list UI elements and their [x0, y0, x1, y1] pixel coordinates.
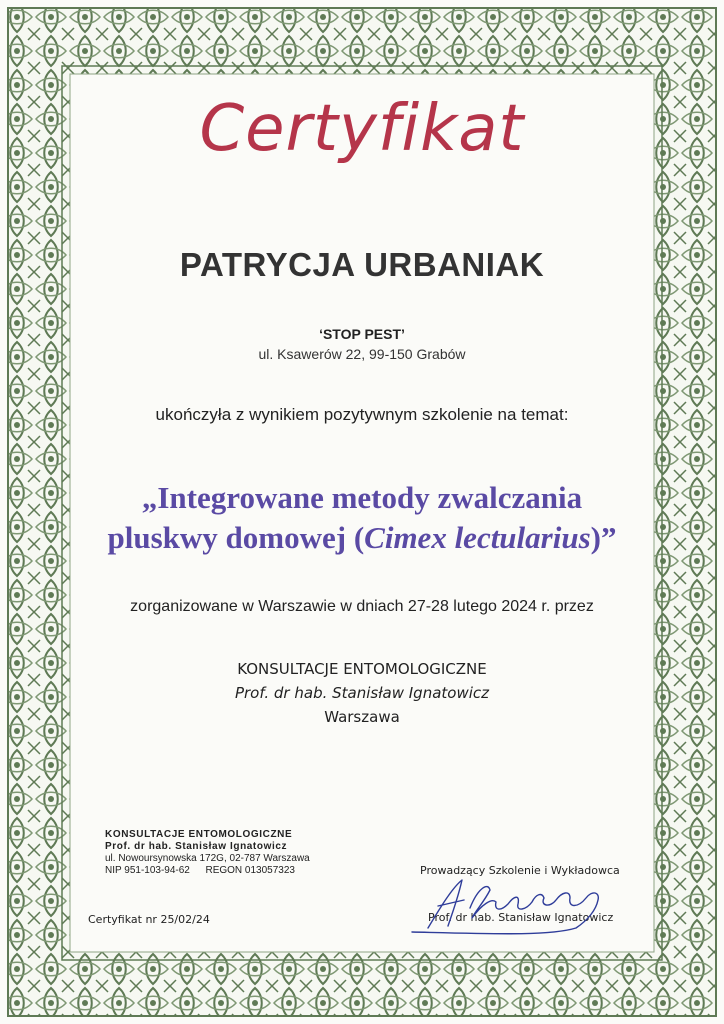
signer-title: Prowadzący Szkolenie i Wykładowca — [420, 864, 620, 877]
recipient-name: PATRYCJA URBANIAK — [179, 246, 545, 283]
organizer-city: Warszawa — [324, 708, 400, 726]
organizer-name: KONSULTACJE ENTOMOLOGICZNE — [237, 660, 487, 678]
signer-name: Prof. dr hab. Stanisław Ignatowicz — [428, 911, 614, 924]
training-topic — [0, 478, 724, 558]
stamp-line-2: Prof. dr hab. Stanisław Ignatowicz — [105, 841, 288, 852]
completion-statement: ukończyła z wynikiem pozytywnym szkolenie na temat: — [155, 405, 569, 424]
topic-text: pluskwy domowej ( — [107, 520, 365, 555]
organizer-stamp — [105, 829, 310, 877]
topic-line-1: „Integrowane metody zwalczania — [141, 480, 583, 515]
organization-statement: zorganizowane w Warszawie w dniach 27-28 lutego 2024 r. przez — [130, 598, 594, 615]
topic-line-2 — [0, 518, 724, 558]
stamp-ids — [105, 865, 295, 877]
topic-closing: )” — [590, 520, 617, 555]
stamp-line-1: KONSULTACJE ENTOMOLOGICZNE — [105, 829, 293, 840]
company-name: ‘STOP PEST’ — [319, 326, 405, 342]
certificate-number: Certyfikat nr 25/02/24 — [88, 913, 210, 926]
certificate-title: Certyfikat — [199, 92, 525, 166]
species-name: Cimex lectularius — [364, 520, 591, 555]
company-address: ul. Ksawerów 22, 99-150 Grabów — [258, 346, 466, 362]
organizer-professor: Prof. dr hab. Stanisław Ignatowicz — [234, 684, 490, 702]
stamp-nip: NIP 951-103-94-62 — [105, 865, 190, 876]
handwritten-signature — [400, 868, 630, 938]
stamp-regon: REGON 013057323 — [205, 865, 295, 876]
stamp-address: ul. Nowoursynowska 172G, 02-787 Warszawa — [105, 853, 310, 864]
